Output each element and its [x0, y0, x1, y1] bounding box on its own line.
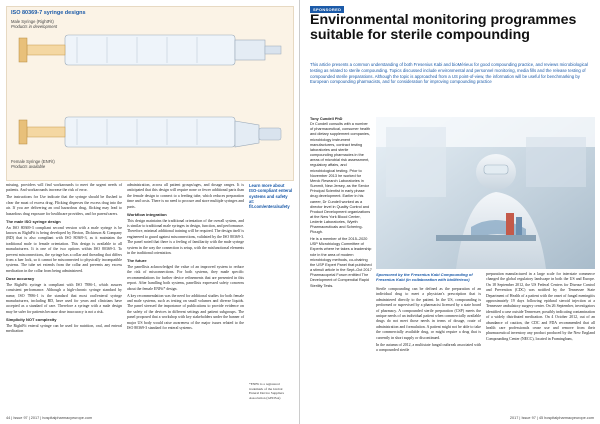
section-tag: SPONSORED — [310, 6, 344, 13]
female-syringe-drawing — [19, 117, 281, 147]
article-headline: Environmental monitoring programmes suitable for sterile compounding — [310, 12, 577, 43]
left-column-2: administration, across all patient groups/ages, and dosage ranges. It is anticipated that this design will require none or fewer additional parts than the female design to connect to a feeding tube, which reduces preparation time and costs. There is no need to procure and store multiple syringes and parts. Workflow integration This design maintains the traditional orientation of the overall system, and is similar to traditional male syringes in design, function, and performance. Therefore, minimal additional training will be required. The design itself is engineered to guard against misconnections, validated by the ISO 80369-3. The panel noted that there is a feeling of familiarity with the male syringe system in the way the connection is setup, with the misfunctional elements in the traditional orientation. The future The panellists acknowledged the value of an improved system to reduce the risk of misconnections. For both systems, they made specific recommendations for further device refinements that are presented in this report. After handling both systems, panellists expressed safety concerns about the female ENFit* design. A key recommendation was the need for additional studies for both female and male systems, such as testing on small volumes and diverse liquids. The panel stressed the importance of publications to provide evidence on the safety of the devices in different settings and patient subgroups. The panel proposed that a workshop with key stakeholders under the banner of major US body would raise awareness of the major issues related to the ISO 80369-3 standard for enteral systems. — [127, 183, 245, 330]
female-syringe-label: Female Syringe (ENFit) Products available — [11, 159, 55, 170]
trademark-footnote: *ENFit is a registered trademark of the Global Enteral Device Suppliers Association (GEDSA) — [249, 382, 284, 400]
lab-scene-image — [376, 117, 595, 269]
learn-more-note: Learn more about ISO-compliant enteral systems and safety at: fit.com/enteralsafety — [249, 183, 293, 209]
syringe-figure — [6, 6, 294, 181]
male-syringe-label: Male Syringe (RightFit) Products in development — [11, 19, 58, 30]
photo-caption: Sponsored by the Fresenius Kabi Compounding of Fresenius Kabi (in collaboration with bioMérieux) — [376, 272, 473, 283]
lab-photo — [376, 117, 595, 269]
right-page — [300, 0, 600, 424]
left-footer: 44 | Issue 97 | 2017 | hospitalpharmacyeurope.com — [6, 416, 93, 420]
right-column-2: preparation manufactured in a large scale for interstate commerce changed the global regulatory landscape in both the US and Europe. On 18 September 2012, the US Federal Centers for Disease Control and Prevention (CDC) was notified by the Tennessee State Department of Health of a patient with the onset of fungal meningitis approximately 19 days following epidural steroid injection at a Tennessee ambulatory surgery center. On 26 September, investigators identified a case outside Tennessee, possibly indicating contamination of a widely distributed medication. On 4 October 2012, out of an abundance of caution, the CDC and FDA recommended that all health care professionals cease use and remove from their pharmaceutical inventory any product produced by the New England Compounding Center (NECC), located in Framingham, — [486, 272, 595, 341]
author-bio — [310, 117, 372, 289]
figure-title: ISO 80369-7 syringe designs — [11, 10, 86, 16]
syringe-illustration — [7, 7, 293, 180]
right-column-1: Sterile compounding can be defined as the preparation of an individual drug to meet a physician's prescription that is administered directly to the patient. In the US, compounding is performed or supervised by a pharmacist licensed by a state board of pharmacy. A compounded sterile preparation (CSP) meets the unique needs of an individual patient when commercially available drugs do not meet those needs in terms of dosage, route of administration and formulation. A patient might not be able to take the commercially available drug, or might require a drug that is currently in short supply or discontinued. In the autumn of 2012, a multistate fungal outbreak associated with a compounded sterile — [376, 287, 481, 352]
male-syringe-drawing — [19, 35, 281, 65]
right-footer: 2017 | Issue 97 | 45 hospitalpharmacyeurope.com — [509, 416, 594, 420]
author-bio-text: Dr Cundell consults with a number of pharmaceutical, consumer health and dietary supplement companies, microbiology instrument manufacturers, contract testing laboratories and sterile compounding pharmacies in the areas of microbial risk assessment, regulatory affairs, and microbiological testing. Prior to November 2013 he worked for Merck Research Laboratories in Summit, New Jersey, as the Senior Principal Scientist in early phase drug development. Earlier in his career, Dr Cundell worked as a director level in Quality Control and Product Development organizations at the New York Blood Center, Lederle Laboratories, Wyeth Pharmaceuticals and Schering-Plough. — [310, 122, 371, 235]
left-column-1: missing, providers will find workarounds to meet the urgent needs of patients. And workarounds increase the risk of error. The instructions for Use indicate that the syringe should be flushed to clear the moat of excess drug. Flicking disperses the excess drug into the air. If you are delivering an oral hazardous drug, flicking may lead to hazardous drug exposure for healthcare providers, and for parent/carers. The male ISO syringe design An ISO 80369-3 compliant second version with a male syringe is be known as RightFit is being developed by Becton, Dickinson & Company (BD) that is also compliant with ISO 80369-3, as it maintains the traditional male to female orientation. This design is available to all manufacturers. It is one of the two options within ISO 80369-3. To prevent misconnections, the syringe has a collar and threading that differs from a luer lock, so it cannot be misconnected to physically incompatible systems. The tube set extends from the collar and prevents any excess medication in the collar from being administered. Dose accuracy The RightFit syringe is compliant with ISO 7886-1, which assures consistent performance. Although a high-chronic syringe standard by name, ISO 7886-1 is the standard that most oral/enteral syringe manufacturers, including BD, have used for years and clinicians have accepted as a standard of care. Therefore a syringe with a male design may be safer for patients because dose inaccuracy is not a risk. Simplicity NOT complexity The RightFit enteral syringe can be used for nutrition, oral, and enteral medication — [6, 183, 122, 334]
author-bio-text-2: He is a member of the 2015–2020 USP Microbiology Committee of Experts where he takes a leadership role in the area of modern microbiology methods, co-chairing the USP Expert Panel that published a stimuli article in the Sept–Oct 2017 Pharmacopeial Forum entitled The Development of Compendial Rapid Sterility Tests. — [310, 237, 372, 288]
article-standfirst: This article presents a common understanding of both Fresenius Kabi and bioMérieux for good compounding practice, and reviews microbiological testing as related to sterile compounding. Topics discussed include environmental and personnel monitoring, media fills and the release testing of compounded sterile preparations. Although the topic is approached from a US point-of-view, the information will be useful for benchmarking by European compounding pharmacists, and for consideration for improving compounding practice — [310, 62, 589, 85]
author-name: Tony Cundell PhD — [310, 117, 343, 121]
